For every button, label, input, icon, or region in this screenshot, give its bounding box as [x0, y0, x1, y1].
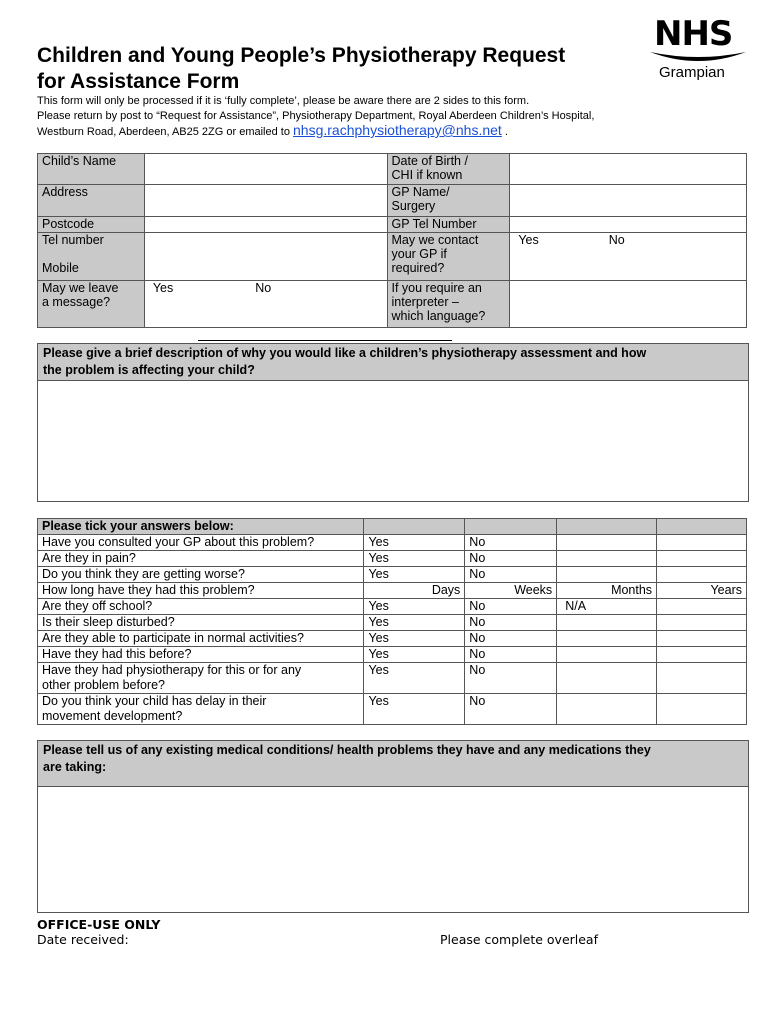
q2-no[interactable]: No	[465, 551, 557, 567]
q9-cell-5	[657, 663, 747, 694]
intro-line-3-text: Westburn Road, Aberdeen, AB25 2ZG or emailed to	[37, 126, 290, 138]
intro-line-3-end: .	[504, 126, 508, 138]
q6-cell-5	[657, 615, 747, 631]
email-link[interactable]: nhsg.rachphysiotherapy@nhs.net	[293, 122, 502, 138]
contact-gp-no[interactable]: No	[608, 233, 625, 247]
childs-name-field[interactable]	[144, 154, 387, 185]
tel-field[interactable]	[144, 233, 387, 281]
description-field[interactable]	[38, 381, 748, 501]
q5-no[interactable]: No	[465, 599, 557, 615]
q7-no[interactable]: No	[465, 631, 557, 647]
interpreter-label	[387, 281, 510, 328]
q6-no[interactable]: No	[465, 615, 557, 631]
contact-gp-label-3: required?	[391, 261, 445, 275]
q9-cell-4	[557, 663, 657, 694]
gp-tel-label: GP Tel Number	[387, 217, 510, 233]
interpreter-label-3: which language?	[391, 309, 486, 323]
q3-no[interactable]: No	[465, 567, 557, 583]
address-label: Address	[38, 185, 145, 217]
q4-weeks[interactable]: Weeks	[465, 583, 557, 599]
q10-yes[interactable]: Yes	[364, 694, 465, 725]
q4-days[interactable]: Days	[364, 583, 465, 599]
dob-label	[387, 154, 510, 185]
q9-line-1: Have they had physiotherapy for this or for any	[42, 663, 302, 677]
medical-box	[37, 740, 749, 913]
question-movement-delay	[38, 694, 364, 725]
interpreter-label-2: interpreter –	[391, 295, 459, 309]
medical-field[interactable]	[38, 787, 748, 907]
question-off-school: Are they off school?	[38, 599, 364, 615]
q8-no[interactable]: No	[465, 647, 557, 663]
q2-cell-4	[557, 551, 657, 567]
leave-message-label-1: May we leave	[42, 281, 119, 295]
contact-gp-label-1: May we contact	[391, 233, 479, 247]
q1-no[interactable]: No	[465, 535, 557, 551]
q10-line-1: Do you think your child has delay in their	[42, 694, 267, 708]
dob-label-1: Date of Birth /	[391, 154, 468, 168]
q8-cell-4	[557, 647, 657, 663]
q4-months[interactable]: Months	[557, 583, 657, 599]
leave-message-options	[144, 281, 387, 328]
q9-yes[interactable]: Yes	[364, 663, 465, 694]
q3-cell-4	[557, 567, 657, 583]
dob-field[interactable]	[510, 154, 747, 185]
q6-cell-4	[557, 615, 657, 631]
childs-name-label: Child’s Name	[38, 154, 145, 185]
dob-label-2: CHI if known	[391, 168, 463, 182]
q10-cell-5	[657, 694, 747, 725]
q1-cell-4	[557, 535, 657, 551]
gp-name-field[interactable]	[510, 185, 747, 217]
question-sleep-disturbed: Is their sleep disturbed?	[38, 615, 364, 631]
medical-header	[38, 741, 748, 787]
interpreter-label-1: If you require an	[391, 281, 482, 295]
q2-cell-5	[657, 551, 747, 567]
office-use	[37, 917, 160, 947]
q10-no[interactable]: No	[465, 694, 557, 725]
header-cell-4	[557, 519, 657, 535]
description-header	[38, 344, 748, 381]
interpreter-field[interactable]	[510, 281, 747, 328]
gp-name-label-2: Surgery	[391, 199, 436, 213]
questions-header: Please tick your answers below:	[38, 519, 364, 535]
nhs-grampian-logo	[648, 14, 748, 88]
header-cell-3	[465, 519, 557, 535]
contact-gp-label	[387, 233, 510, 281]
intro-line-2: Please return by post to “Request for Assistance”, Physiotherapy Department, Royal Aberdeen Children’s Hospital,	[37, 109, 595, 122]
q10-line-2: movement development?	[42, 709, 183, 723]
question-physio-before	[38, 663, 364, 694]
description-box	[37, 343, 749, 502]
tel-number-label: Tel number	[42, 233, 104, 247]
complete-overleaf-note: Please complete overleaf	[440, 932, 598, 947]
q3-yes[interactable]: Yes	[364, 567, 465, 583]
contact-gp-yes[interactable]: Yes	[518, 233, 539, 247]
header-cell-2	[364, 519, 465, 535]
q6-yes[interactable]: Yes	[364, 615, 465, 631]
q5-cell-5	[657, 599, 747, 615]
leave-message-label-2: a message?	[42, 295, 111, 309]
description-header-1: Please give a brief description of why you would like a children’s physiotherapy assessment and how	[43, 346, 647, 360]
intro-text	[37, 94, 737, 140]
mobile-label: Mobile	[42, 261, 79, 275]
postcode-field[interactable]	[144, 217, 387, 233]
question-normal-activities: Are they able to participate in normal activities?	[38, 631, 364, 647]
questions-table	[37, 518, 747, 725]
q7-yes[interactable]: Yes	[364, 631, 465, 647]
description-header-2: the problem is affecting your child?	[43, 363, 255, 377]
q7-cell-4	[557, 631, 657, 647]
gp-tel-field[interactable]	[510, 217, 747, 233]
q2-yes[interactable]: Yes	[364, 551, 465, 567]
logo-main-text: NHS	[654, 14, 733, 54]
q9-line-2: other problem before?	[42, 678, 165, 692]
separator-line	[198, 340, 452, 341]
gp-name-label	[387, 185, 510, 217]
q1-yes[interactable]: Yes	[364, 535, 465, 551]
q4-years[interactable]: Years	[657, 583, 747, 599]
question-getting-worse: Do you think they are getting worse?	[38, 567, 364, 583]
q10-cell-4	[557, 694, 657, 725]
intro-line-1: This form will only be processed if it is ‘fully complete’, please be aware there are 2 sides to this form.	[37, 95, 530, 107]
header-cell-5	[657, 519, 747, 535]
q1-cell-5	[657, 535, 747, 551]
q8-yes[interactable]: Yes	[364, 647, 465, 663]
office-use-title: OFFICE-USE ONLY	[37, 917, 161, 932]
leave-message-label	[38, 281, 145, 328]
postcode-label: Postcode	[38, 217, 145, 233]
question-how-long: How long have they had this problem?	[38, 583, 364, 599]
date-received-label: Date received:	[37, 932, 129, 947]
title-line-2: for Assistance Form	[37, 70, 240, 93]
q5-na[interactable]: N/A	[557, 599, 657, 615]
contact-gp-options	[510, 233, 747, 281]
intro-line-3	[37, 123, 737, 140]
q3-cell-5	[657, 567, 747, 583]
q7-cell-5	[657, 631, 747, 647]
q9-no[interactable]: No	[465, 663, 557, 694]
q5-yes[interactable]: Yes	[364, 599, 465, 615]
leave-message-yes[interactable]: Yes	[152, 281, 174, 295]
question-had-before: Have they had this before?	[38, 647, 364, 663]
tel-label	[38, 233, 145, 281]
question-in-pain: Are they in pain?	[38, 551, 364, 567]
logo-sub-text: Grampian	[659, 64, 725, 81]
address-field[interactable]	[144, 185, 387, 217]
gp-name-label-1: GP Name/	[391, 185, 450, 199]
q8-cell-5	[657, 647, 747, 663]
question-gp-consulted: Have you consulted your GP about this problem?	[38, 535, 364, 551]
medical-header-2: are taking:	[43, 760, 107, 774]
page-title	[37, 43, 637, 95]
contact-gp-label-2: your GP if	[391, 247, 447, 261]
title-line-1: Children and Young People’s Physiotherapy Request	[37, 44, 566, 67]
details-table	[37, 153, 747, 328]
medical-header-1: Please tell us of any existing medical conditions/ health problems they have and any medications they	[43, 743, 651, 757]
leave-message-no[interactable]: No	[255, 281, 272, 295]
